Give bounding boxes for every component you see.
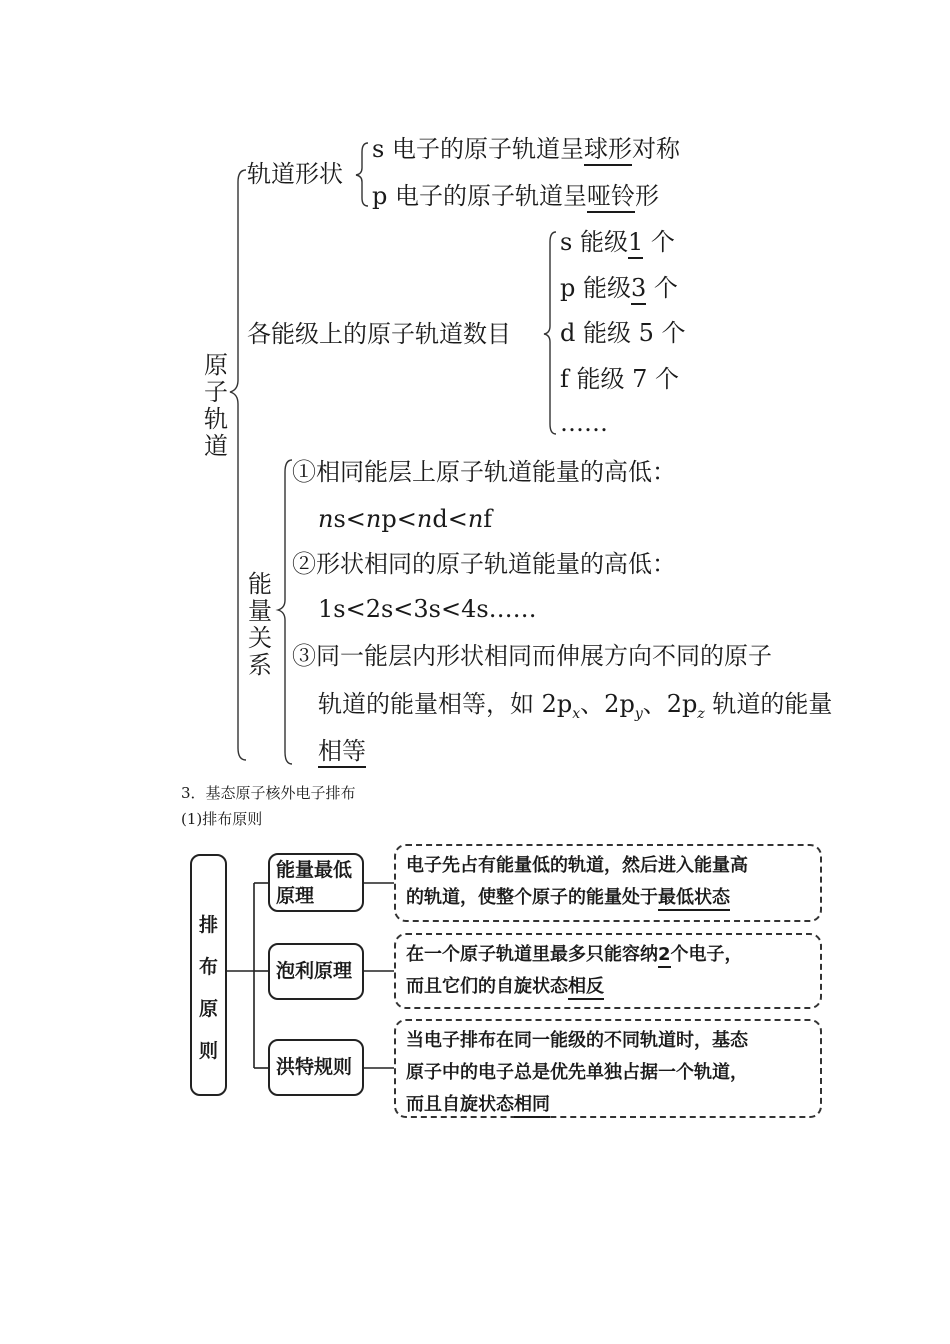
root-char: 子 <box>204 378 228 406</box>
rule3-sub: x <box>572 705 581 722</box>
rule1-n: n <box>467 505 484 533</box>
hund-desc-line3 <box>406 1089 810 1121</box>
energy-char: 关 <box>248 624 272 652</box>
shape-p-answer: 哑铃 <box>587 182 635 213</box>
rule3-text: 轨道的能量相等，如 2p <box>318 690 573 718</box>
hund-desc <box>394 1019 822 1118</box>
shape-p-prefix: p 电子的原子轨道呈 <box>372 182 587 210</box>
aufbau-desc-line2 <box>406 882 810 914</box>
pauli-desc-line1 <box>406 939 810 971</box>
rule1-t: s< <box>333 505 366 533</box>
shape-s-prefix: s 电子的原子轨道呈 <box>372 135 584 163</box>
shape-label: 轨道形状 <box>247 160 343 188</box>
rule3-sub: z <box>697 705 705 722</box>
count-d-line: d 能级 5 个 <box>560 319 686 347</box>
hund-desc-line2: 原子中的电子总是优先单独占据一个轨道， <box>406 1062 748 1083</box>
hund-label: 洪特规则 <box>276 1056 353 1078</box>
pauli-desc-l2-prefix: 而且它们的自旋状态 <box>406 976 568 997</box>
energy-char: 量 <box>248 597 272 625</box>
root-char: 轨 <box>204 405 228 433</box>
pauli-node <box>268 943 364 1000</box>
root-char: 道 <box>204 432 228 460</box>
rule1-n: n <box>416 505 433 533</box>
principles-root-label <box>192 904 225 1072</box>
shape-s-suffix: 对称 <box>631 135 680 163</box>
rule1-n: n <box>318 505 334 533</box>
count-more: …… <box>560 409 608 437</box>
energy-rule2-title: ②形状相同的原子轨道能量的高低： <box>292 550 676 578</box>
pauli-desc-line2 <box>406 971 810 1003</box>
section-heading: 3．基态原子核外电子排布 <box>181 784 356 802</box>
energy-char: 系 <box>248 651 272 679</box>
energy-rule2-expr: 1s<2s<3s<4s…… <box>318 595 537 623</box>
count-p-suffix: 个 <box>646 274 678 302</box>
pauli-desc-suffix: 个电子， <box>670 944 743 965</box>
rule1-t: f <box>483 505 493 533</box>
root-char: 则 <box>198 1040 218 1062</box>
pauli-desc <box>394 933 822 1009</box>
rule3-sub: y <box>634 705 643 722</box>
shape-s-answer: 球形 <box>584 135 632 166</box>
root-char: 原 <box>204 351 228 379</box>
aufbau-node <box>268 853 364 912</box>
count-s-prefix: s 能级 <box>560 228 628 256</box>
count-p-prefix: p 能级 <box>560 274 631 302</box>
aufbau-desc <box>394 844 822 922</box>
aufbau-desc-prefix: 的轨道，使整个原子的能量处于 <box>406 887 658 908</box>
energy-char: 能 <box>248 570 272 598</box>
count-p-answer: 3 <box>631 274 646 305</box>
count-label: 各能级上的原子轨道数目 <box>247 320 511 348</box>
rule3-text: 、2p <box>642 690 698 718</box>
pauli-desc-count-answer: 2 <box>658 944 671 968</box>
count-s-answer: 1 <box>628 228 643 259</box>
energy-rule3-line1: ③同一能层内形状相同而伸展方向不同的原子 <box>292 642 772 670</box>
rule3-text: 轨道的能量 <box>704 690 833 718</box>
aufbau-label-line2: 原理 <box>276 885 315 907</box>
rule3-answer: 相等 <box>318 737 366 768</box>
aufbau-desc-answer: 最低状态 <box>658 887 730 911</box>
pauli-desc-answer: 相反 <box>568 976 604 1000</box>
aufbau-label-line1: 能量最低 <box>276 859 353 881</box>
pauli-label: 泡利原理 <box>276 960 353 982</box>
rule3-text: 、2p <box>580 690 635 718</box>
shape-p-suffix: 形 <box>635 182 659 210</box>
root-char: 原 <box>198 998 218 1020</box>
rule1-t: d< <box>432 505 468 533</box>
root-char: 布 <box>198 956 218 978</box>
hund-desc-prefix: 而且自旋状态 <box>406 1094 514 1115</box>
root-char: 排 <box>198 914 218 936</box>
section-subheading: (1)排布原则 <box>181 810 263 828</box>
energy-rule1-title: ①相同能层上原子轨道能量的高低： <box>292 458 676 486</box>
principles-root-box <box>190 854 227 1096</box>
hund-desc-line1: 当电子排布在同一能级的不同轨道时，基态 <box>406 1030 748 1051</box>
pauli-desc-prefix: 在一个原子轨道里最多只能容纳 <box>406 944 658 965</box>
rule1-t: p< <box>381 505 417 533</box>
aufbau-desc-line1: 电子先占有能量低的轨道，然后进入能量高 <box>406 855 748 876</box>
rule1-n: n <box>365 505 382 533</box>
count-f-line: f 能级 7 个 <box>560 365 680 393</box>
hund-node <box>268 1039 364 1096</box>
hund-desc-answer: 相同 <box>514 1094 550 1118</box>
count-s-suffix: 个 <box>643 228 675 256</box>
